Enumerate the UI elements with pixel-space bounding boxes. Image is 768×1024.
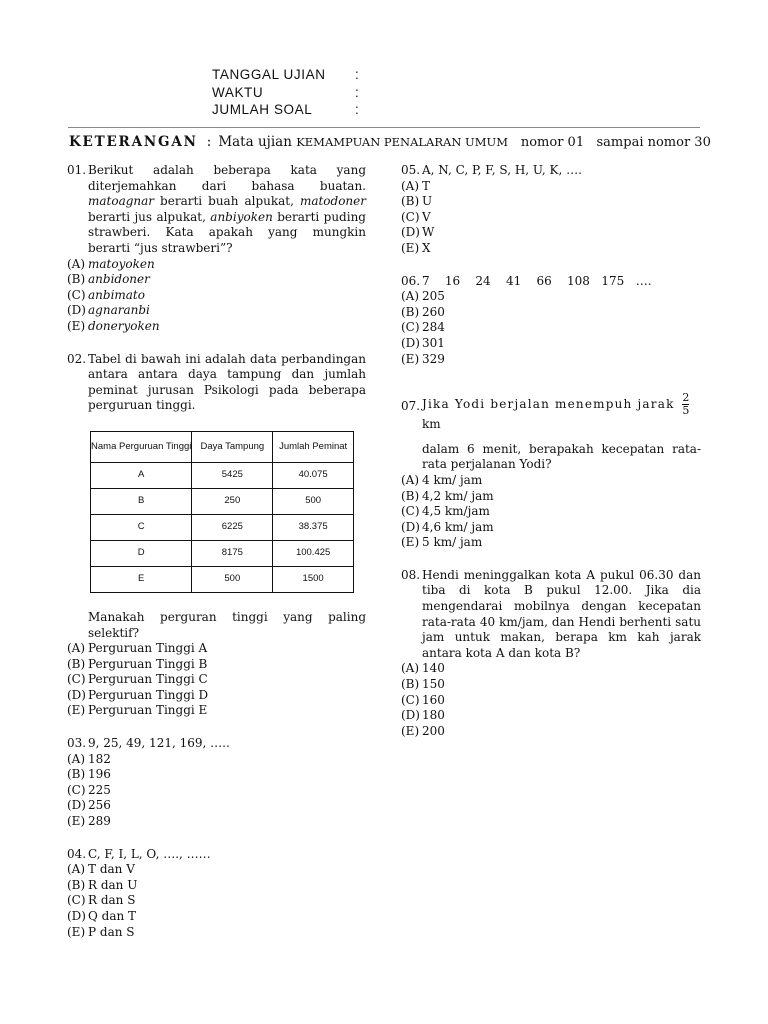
option-letter: (C) (401, 209, 420, 224)
options-list (401, 473, 701, 551)
question-number: 03. (67, 736, 87, 751)
option-letter: (E) (67, 814, 86, 829)
question-01 (67, 163, 366, 257)
table-cell: 500 (273, 488, 354, 514)
option-e[interactable] (67, 319, 366, 335)
option-letter: (D) (67, 798, 86, 813)
keterangan-line (69, 135, 711, 151)
option-b[interactable] (67, 878, 366, 894)
question-number: 06. (401, 273, 421, 288)
option-letter: (E) (401, 240, 420, 255)
option-d[interactable] (67, 688, 366, 704)
option-text: W (422, 225, 435, 240)
option-text: 196 (88, 767, 111, 782)
option-text: 256 (88, 798, 111, 813)
option-e[interactable] (401, 535, 701, 551)
option-c[interactable] (67, 288, 366, 304)
option-letter: (E) (67, 924, 86, 939)
artificial-word: matodoner (299, 194, 366, 209)
option-letter: (D) (401, 335, 420, 350)
exam-header (212, 67, 365, 120)
option-text: R dan U (88, 877, 138, 892)
option-letter: (B) (401, 194, 420, 209)
table-cell: E (91, 566, 192, 592)
option-text: 4 km/ jam (422, 472, 483, 487)
question-text-part: berarti buah alpukat, (154, 194, 300, 209)
table-cell: 100.425 (273, 540, 354, 566)
header-colon: : (355, 84, 360, 100)
option-e[interactable] (401, 724, 701, 740)
option-letter: (B) (67, 767, 86, 782)
option-c[interactable] (401, 504, 701, 520)
option-e[interactable] (67, 925, 366, 941)
question-number: 05. (401, 163, 421, 177)
option-c[interactable] (67, 672, 366, 688)
option-letter: (A) (67, 641, 86, 656)
question-text: dalam 6 menit, berapakah kecepatan rata-rata perjalanan Yodi? (422, 441, 701, 472)
option-text: Q dan T (88, 909, 137, 923)
option-text: 4,6 km/ jam (422, 519, 494, 534)
option-a[interactable] (67, 257, 366, 273)
table-cell: 38.375 (273, 514, 354, 540)
fraction (682, 392, 689, 417)
option-text: T dan V (88, 862, 135, 877)
option-b[interactable] (67, 767, 366, 783)
table-row (91, 540, 354, 566)
keterangan-label: KETERANGAN (69, 134, 198, 150)
question-text-part: Berikut adalah beberapa kata yang diterjemahkan dari bahasa buatan. (88, 163, 366, 193)
option-letter: (E) (401, 351, 420, 366)
keterangan-range: nomor 01 sampai nomor 30 (520, 135, 711, 150)
option-b[interactable] (401, 305, 701, 321)
question-text: 7 16 24 41 66 108 175 …. (422, 273, 652, 288)
option-letter: (E) (401, 723, 420, 738)
fraction-denominator: 5 (682, 404, 690, 418)
keterangan-colon: : (206, 134, 212, 150)
option-letter: (C) (401, 320, 420, 335)
table-cell: B (91, 488, 192, 514)
option-text: 182 (88, 751, 111, 766)
option-letter: (A) (67, 751, 86, 766)
option-a[interactable] (67, 641, 366, 657)
options-list (67, 257, 366, 335)
question-text: 9, 25, 49, 121, 169, ….. (88, 736, 230, 751)
options-list (401, 289, 701, 367)
option-letter: (C) (67, 287, 86, 302)
option-letter: (A) (67, 256, 86, 271)
table-header-cell: Daya Tampung (192, 431, 273, 462)
option-a[interactable] (67, 752, 366, 768)
option-letter: (C) (67, 893, 86, 908)
table-cell: 500 (192, 566, 273, 592)
question-03 (67, 736, 366, 752)
divider-line (68, 127, 700, 128)
option-text: doneryoken (88, 318, 160, 333)
header-colon: : (355, 67, 360, 82)
option-letter: (D) (67, 909, 86, 923)
header-row-waktu (212, 85, 365, 103)
option-letter: (D) (67, 303, 86, 318)
header-row-tanggal (212, 67, 365, 85)
option-letter: (D) (401, 225, 420, 240)
option-letter: (B) (401, 488, 420, 503)
table-header-cell: Nama Perguruan Tinggi (91, 431, 192, 462)
question-text: Tabel di bawah ini adalah data perbandingan antara antara daya tampung dan jumlah peminat jurusan Psikologi pada beberapa perguruan tinggi. (88, 351, 366, 413)
option-d[interactable] (67, 798, 366, 814)
option-text: 301 (422, 335, 445, 350)
keterangan-prefix: Mata ujian (218, 134, 292, 150)
artificial-word: matoagnar (88, 194, 155, 209)
option-letter: (B) (401, 677, 420, 692)
option-a[interactable] (67, 862, 366, 878)
question-05 (401, 163, 701, 179)
options-list (67, 752, 366, 830)
header-row-jumlah-soal (212, 102, 365, 120)
option-text: anbidoner (88, 272, 150, 287)
options-list (401, 179, 701, 257)
option-text: Perguruan Tinggi A (88, 641, 208, 656)
question-number: 08. (401, 567, 421, 582)
option-letter: (E) (401, 535, 420, 550)
option-b[interactable] (401, 489, 701, 505)
option-letter: (C) (401, 504, 420, 519)
option-d[interactable] (401, 336, 701, 352)
option-a[interactable] (401, 179, 701, 195)
option-b[interactable] (401, 194, 701, 210)
question-number: 04. (67, 846, 87, 861)
table-cell: A (91, 462, 192, 488)
option-letter: (C) (401, 692, 420, 707)
right-column (401, 163, 701, 739)
question-07 (401, 392, 701, 473)
option-letter: (B) (67, 877, 86, 892)
fraction-numerator: 2 (682, 391, 690, 405)
option-d[interactable] (67, 909, 366, 925)
option-d[interactable] (401, 225, 701, 241)
table-header-cell: Jumlah Peminat (273, 431, 354, 462)
option-c[interactable] (67, 893, 366, 909)
option-text: 260 (422, 304, 445, 319)
question-text: A, N, C, P, F, S, H, U, K, …. (422, 163, 582, 177)
option-d[interactable] (401, 708, 701, 724)
unit-label: km (422, 417, 441, 432)
option-a[interactable] (401, 661, 701, 677)
option-text: 5 km/ jam (422, 535, 483, 550)
option-text: 160 (422, 692, 445, 707)
option-b[interactable] (67, 657, 366, 673)
question-text: Hendi meninggalkan kota A pukul 06.30 dan tiba di kota B pukul 12.00. Jika dia mengendarai mobilnya dengan kecepatan rata-rata 40 km/jam, dan Hendi berhenti satu jam untuk makan, berapa km kah jarak antara kota A dan kota B? (422, 567, 701, 660)
option-text: 4,2 km/ jam (422, 488, 494, 503)
option-text: 329 (422, 351, 445, 366)
option-c[interactable] (401, 320, 701, 336)
option-letter: (D) (401, 708, 420, 723)
table-row (91, 462, 354, 488)
question-number: 02. (67, 351, 87, 366)
question-text: C, F, I, L, O, …., …… (88, 846, 211, 861)
question-prompt: Manakah perguran tinggi yang paling selektif? (88, 609, 366, 640)
table-header-row (91, 431, 354, 462)
option-a[interactable] (401, 473, 701, 489)
table-cell: 250 (192, 488, 273, 514)
option-text: Perguruan Tinggi D (88, 687, 209, 702)
option-c[interactable] (67, 783, 366, 799)
header-label: JUMLAH SOAL (212, 102, 313, 117)
question-text-part: berarti puding strawberi. Kata apakah yang mungkin berarti “jus strawberi”? (88, 209, 366, 255)
option-text: 205 (422, 289, 445, 304)
question-06 (401, 274, 701, 290)
question-text (88, 163, 366, 257)
option-text: 140 (422, 661, 445, 676)
option-text: 150 (422, 677, 445, 692)
option-text: T (422, 178, 431, 193)
option-letter: (A) (401, 178, 420, 193)
option-letter: (C) (67, 672, 86, 687)
option-letter: (E) (67, 318, 86, 333)
table-row (91, 514, 354, 540)
table-cell: 1500 (273, 566, 354, 592)
header-label: TANGGAL UJIAN (212, 67, 326, 82)
option-a[interactable] (401, 289, 701, 305)
option-text: X (422, 240, 431, 255)
question-02 (67, 352, 366, 642)
table-cell: 8175 (192, 540, 273, 566)
option-text: anbimato (88, 287, 145, 302)
option-c[interactable] (401, 693, 701, 709)
question-text-part: Jika Yodi berjalan menempuh jarak (422, 397, 675, 412)
option-text: Perguruan Tinggi B (88, 656, 208, 671)
option-text: 200 (422, 723, 445, 738)
option-letter: (E) (67, 703, 86, 718)
keterangan-subject: KEMAMPUAN PENALARAN UMUM (296, 135, 508, 149)
left-column (67, 163, 366, 940)
option-e[interactable] (67, 814, 366, 830)
option-text: R dan S (88, 893, 136, 908)
option-e[interactable] (401, 241, 701, 257)
option-text: matoyoken (88, 256, 155, 271)
option-b[interactable] (401, 677, 701, 693)
option-letter: (C) (67, 782, 86, 797)
option-letter: (B) (67, 656, 86, 671)
option-text: agnaranbi (88, 303, 150, 318)
table-cell: 5425 (192, 462, 273, 488)
option-b[interactable] (67, 272, 366, 288)
option-c[interactable] (401, 210, 701, 226)
table-cell: 40.075 (273, 462, 354, 488)
artificial-word: anbiyoken (210, 209, 273, 224)
question-08 (401, 568, 701, 662)
option-text: Perguruan Tinggi C (88, 672, 208, 687)
option-letter: (B) (67, 272, 86, 287)
data-table (90, 431, 354, 593)
option-letter: (A) (67, 862, 86, 877)
option-letter: (A) (401, 289, 420, 304)
option-letter: (D) (401, 519, 420, 534)
table-cell: D (91, 540, 192, 566)
option-letter: (A) (401, 661, 420, 676)
option-letter: (D) (67, 687, 86, 702)
option-text: 225 (88, 782, 111, 797)
option-text: 180 (422, 708, 445, 723)
option-d[interactable] (401, 520, 701, 536)
table-row (91, 488, 354, 514)
question-text-part: berarti jus alpukat, (88, 209, 211, 224)
option-text: 289 (88, 814, 111, 829)
header-label: WAKTU (212, 84, 264, 100)
question-number: 07. (401, 399, 421, 414)
question-number: 01. (67, 163, 87, 177)
table-cell: 6225 (192, 514, 273, 540)
options-list (67, 641, 366, 719)
table-row (91, 566, 354, 592)
table-cell: C (91, 514, 192, 540)
option-e[interactable] (401, 352, 701, 368)
option-text: P dan S (88, 924, 135, 939)
option-text: Perguruan Tinggi E (88, 703, 208, 718)
option-letter: (B) (401, 304, 420, 319)
question-04 (67, 847, 366, 863)
options-list (67, 862, 366, 940)
options-list (401, 661, 701, 739)
option-letter: (A) (401, 472, 420, 487)
option-text: U (422, 194, 433, 209)
option-text: V (422, 209, 431, 224)
question-text (422, 392, 701, 433)
option-d[interactable] (67, 303, 366, 319)
header-colon: : (355, 102, 360, 117)
option-e[interactable] (67, 703, 366, 719)
option-text: 284 (422, 320, 445, 335)
option-text: 4,5 km/jam (422, 504, 490, 519)
